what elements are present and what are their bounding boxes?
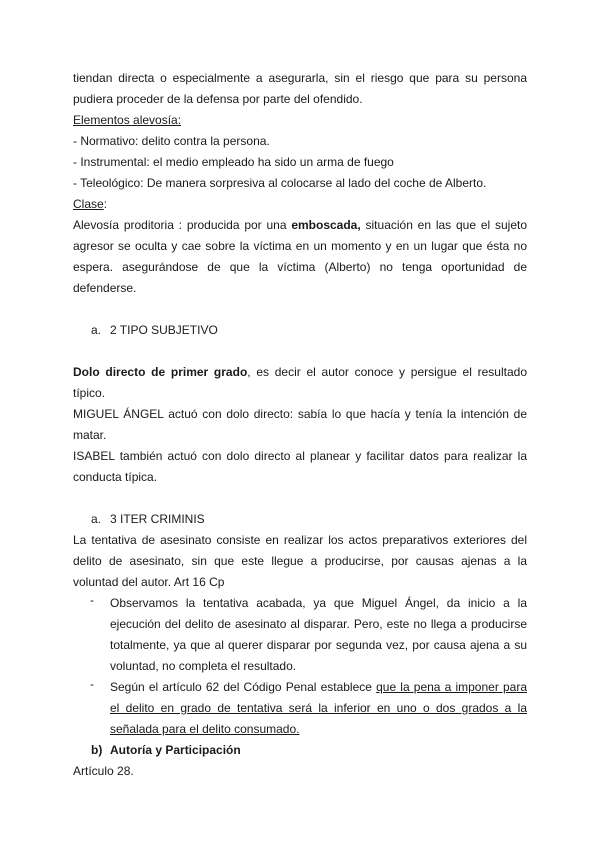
bullet-dash: -: [90, 593, 94, 607]
text-line: defenderse.: [73, 281, 137, 295]
text-line: matar.: [73, 428, 107, 442]
text-line: pudiera proceder de la defensa por parte del ofendido.: [73, 92, 363, 106]
text-line: Artículo 28.: [73, 764, 134, 778]
alevosia-heading: Elementos alevosía:: [73, 113, 182, 127]
text-line: Alevosía proditoria : producida por una emboscada, situación en las que el sujeto: [73, 218, 527, 232]
text-line: delito de asesinato, sin que este llegue a producirse, por causas ajenas a la: [73, 554, 527, 568]
clase-heading: Clase:: [73, 197, 108, 211]
document-body: [73, 68, 527, 782]
section-heading-tipo-subjetivo: a. 2 TIPO SUBJETIVO: [91, 323, 218, 337]
text-line: MIGUEL ÁNGEL actuó con dolo directo: sabía lo que hacía y tenía la intención de: [73, 407, 527, 421]
text-line: Dolo directo de primer grado, es decir el autor conoce y persigue el resultado: [73, 365, 527, 379]
section-heading-autoria: b) Autoría y Participación: [91, 743, 241, 757]
text-line: voluntad del autor. Art 16 Cp: [73, 575, 225, 589]
bullet-item: [73, 677, 527, 740]
text-line: típico.: [73, 386, 106, 400]
text-line: totalmente, ya que al querer disparar por segunda vez, por causa ajena a su: [110, 638, 527, 652]
text-line: La tentativa de asesinato consiste en realizar los actos preparativos exteriores del: [73, 533, 527, 547]
text-line: voluntad, no completa el resultado.: [110, 659, 297, 673]
text-line: tiendan directa o especialmente a asegurarla, sin el riesgo que para su persona: [73, 71, 527, 85]
section-heading-iter-criminis: a. 3 ITER CRIMINIS: [91, 512, 205, 526]
alevosia-item: - Teleológico: De manera sorpresiva al colocarse al lado del coche de Alberto.: [73, 176, 487, 190]
alevosia-item: - Instrumental: el medio empleado ha sido un arma de fuego: [73, 155, 394, 169]
text-line: ejecución del delito de asesinato al disparar. Pero, este no llega a producirse: [110, 617, 527, 631]
alevosia-item: - Normativo: delito contra la persona.: [73, 134, 270, 148]
text-line: el delito en grado de tentativa será la inferior en uno o dos grados a la: [110, 701, 527, 715]
text-line: Según el artículo 62 del Código Penal establece que la pena a imponer para: [110, 680, 527, 694]
text-line: agresor se oculta y cae sobre la víctima en un momento y en un lugar que ésta no: [73, 239, 527, 253]
text-line: señalada para el delito consumado.: [110, 722, 300, 736]
bullet-item: [73, 593, 527, 677]
text-line: espera. asegurándose de que la víctima (Alberto) no tenga oportunidad de: [73, 260, 527, 274]
text-line: conducta típica.: [73, 470, 158, 484]
bullet-dash: -: [90, 677, 94, 691]
text-line: Observamos la tentativa acabada, ya que Miguel Ángel, da inicio a la: [110, 596, 527, 610]
text-line: ISABEL también actuó con dolo directo al planear y facilitar datos para realizar la: [73, 449, 527, 463]
